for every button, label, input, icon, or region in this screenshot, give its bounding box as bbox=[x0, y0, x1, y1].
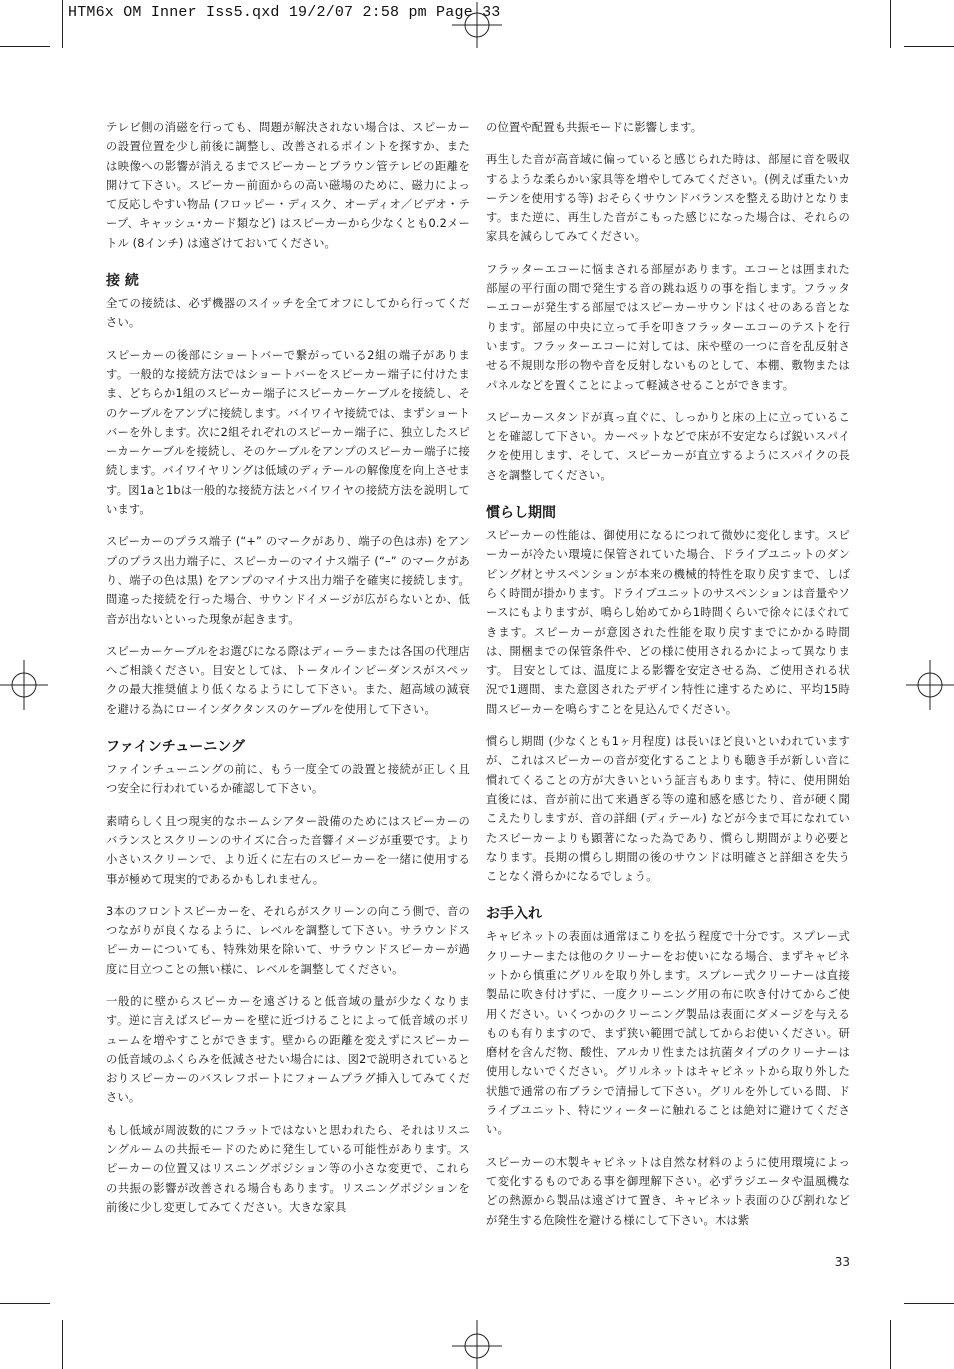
heading-fine-tuning: ファインチューニング bbox=[106, 739, 246, 756]
paragraph-levels: 3本のフロントスピーカーを、それらがスクリーンの向こう側で、音のつながりが良くなるように、レベルを調整して下さい。サラウンドスピーカーについても、特殊効果を除いて、サラウンドスピーカーが過度に目立つことの無い様に、レベルを調整してください。 bbox=[106, 904, 470, 976]
crop-mark-bottom-right-v bbox=[890, 1320, 891, 1369]
crop-mark-top-right-h bbox=[904, 46, 954, 47]
crop-mark-top-left-h bbox=[0, 46, 50, 47]
paragraph-degauss: テレビ側の消磁を行っても、問題が解決されない場合は、スピーカーの設置位置を少し前後に調整し、改善されるポイントを探すか、または映像への影響が消えるまでスピーカーとブラウン管テレビの距離を開けて下さい。スピーカー前面からの高い磁場のために、磁力によって反応しやすい物品 (フロッピー・ディスク、オーディオ／ビデオ・テープ、キャッシュ･カード類など) はスピーカーから少なくとも0.2メートル (8インチ) は遠ざけておいてください。 bbox=[106, 121, 470, 250]
paragraph-cable-choice: スピーカーケーブルをお選びになる際はディーラーまたは各国の代理店へご相談ください。目安としては、トータルインピーダンスがスペックの最大推奨値より低くなるようにして下さい。また、超高域の減衰を避ける為にローインダクタンスのケーブルを使用して下さい。 bbox=[106, 644, 470, 716]
registration-mark-top bbox=[452, 2, 502, 48]
crop-mark-top-right-v bbox=[890, 0, 891, 48]
paragraph-flutter-echo: フラッターエコーに悩まされる部屋があります。エコーとは囲まれた部屋の平行面の間で発生する音の跳ね返りの事を指します。フラッターエコーが発生する部屋ではスピーカーサウンドはくせのある音となります。部屋の中央に立って手を叩きフラッターエコーのテストを行います。フラッターエコーに対しては、床や壁の一つに音を乱反射させる不規則な形の物や音を反射しないものとして、本棚、敷物またはパネルなどを置くことによって軽減させることができます。 bbox=[486, 262, 850, 392]
heading-connection: 接 続 bbox=[106, 273, 139, 290]
paragraph-furniture: の位置や配置も共振モードに影響します。 bbox=[486, 121, 703, 134]
paragraph-room-modes: もし低域が周波数的にフラットではないと思われたら、それはリスニングルームの共振モードのために発生している可能性があります。スピーカーの位置又はリスニングポジション等の小さな変更で、これらの共振の影響が改善される場合もあります。リスニングポジションを前後に少し変更してみてください。大きな家具 bbox=[106, 1123, 470, 1214]
paragraph-treble: 再生した音が高音域に偏っていると感じられた時は、部屋に音を吸収するような柔らかい家具等を増やしてみてください。(例えば重たいカーテンを使用する等) おそらくサウンドバランスを整える助けとなります。また逆に、再生した音がこもった感じになった場合は、それらの家具を減らしてみてください。 bbox=[486, 153, 850, 244]
crop-mark-bottom-right-h bbox=[904, 1303, 954, 1304]
file-slug: HTM6x OM Inner Iss5.qxd 19/2/07 2:58 pm Page 33 bbox=[68, 4, 501, 21]
paragraph-break-in-listener: 慣らし期間 (少なくとも1ヶ月程度) は長いほど良いといわれていますが、これはスピーカーの音が変化することよりも聴き手が新しい音に慣れてくることの方が大きいという証言もあります。特に、使用開始直後には、音が前に出て来過ぎる等の違和感を感じたり、音が硬く聞こえたりしますが、音の詳細 (ディテール) などが今まで耳になれていたスピーカーよりも顕著になった為であり、慣らし期間がより必要となります。長期の慣らし期間の後のサウンドは明確さと詳細さを失うことなく滑らかになるでしょう。 bbox=[486, 735, 850, 884]
left-column bbox=[106, 118, 470, 1230]
paragraph-bass-wall: 一般的に壁からスピーカーを遠ざけると低音域の量が少なくなります。逆に言えばスピーカーを壁に近づけることによって低音域のボリュームを増やすことができます。壁からの距離を変えずにスピーカーの低音域のふくらみを低減させたい場合には、図2で説明されているとおりスピーカーのバスレフポートにフォームプラグ挿入してみてください。 bbox=[106, 994, 470, 1105]
paragraph-balance: 素晴らしく且つ現実的なホームシアター設備のためにはスピーカーのバランスとスクリーンのサイズに合った音響イメージが重要です。より小さいスクリーンで、より近くに左右のスピーカーを一緒に使用する事が極めて現実的であるかもしれません。 bbox=[106, 814, 470, 886]
heading-care: お手入れ bbox=[486, 906, 542, 923]
paragraph-check-setup: ファインチューニングの前に、もう一度全ての設置と接続が正しく且つ安全に行われているか確認して下さい。 bbox=[106, 763, 470, 796]
paragraph-polarity: スピーカーのプラス端子 (“+” のマークがあり、端子の色は赤) をアンプのプラス出力端子に、スピーカーのマイナス端子 (“–” のマークがあり、端子の色は黒) をアンプのマイナス出力端子を確実に接続します。間違った接続を行った場合、サウンドイメージが広がらないとか、低音が出ないといった現象が起きます。 bbox=[106, 535, 470, 626]
crop-mark-top-left-v bbox=[62, 0, 63, 48]
heading-break-in: 慣らし期間 bbox=[486, 505, 556, 522]
paragraph-connection-power: 全ての接続は、必ず機器のスイッチを全てオフにしてから行ってください。 bbox=[106, 297, 470, 330]
page-number: 33 bbox=[834, 1255, 850, 1269]
right-column bbox=[486, 118, 850, 1243]
registration-mark-bottom bbox=[452, 1320, 502, 1369]
registration-mark-left bbox=[0, 660, 48, 710]
paragraph-biwire: スピーカーの後部にショートバーで繋がっている2組の端子があります。一般的な接続方法ではショートバーをスピーカー端子に付けたまま、どちらか1組のスピーカー端子にスピーカーケーブルを接続し、そのケーブルをアンプに接続します。バイワイヤ接続では、まずショートバーを外します。次に2組それぞれのスピーカー端子に、独立したスピーカーケーブルを接続し、そのケーブルをアンプのスピーカー端子に接続します。バイワイヤリングは低域のディテールの解像度を向上させます。図1aと1bは一般的な接続方法とバイワイヤの接続方法を説明しています。 bbox=[106, 348, 470, 517]
paragraph-cleaning: キャビネットの表面は通常ほこりを払う程度で十分です。スプレー式クリーナーまたは他のクリーナーをお使いになる場合、まずキャビネットから慎重にグリルを取り外します。スプレー式クリーナーは直接製品に吹き付けずに、一度クリーニング用の布に吹き付けてからご使用ください。いくつかのクリーニング製品は表面にダメージを与えるものも有りますので、まず狭い範囲で試してからお使いください。研磨材を含んだ物、酸性、アルカリ性または抗菌タイプのクリーナーは使用しないでください。グリルネットはキャビネットから取り外した状態で通常の布ブラシで清掃して下さい。グリルを外している間、ドライブユニット、特にツィーターに触れることは絶対に避けてください。 bbox=[486, 930, 850, 1137]
paragraph-spikes: スピーカースタンドが真っ直ぐに、しっかりと床の上に立っていることを確認して下さい。カーペットなどで床が不安定ならば鋭いスパイクを使用します、そして、スピーカーが直立するようにスパイクの長さを調整してください。 bbox=[486, 410, 850, 482]
crop-mark-bottom-left-v bbox=[62, 1320, 63, 1369]
paragraph-break-in-time: スピーカーの性能は、御使用になるにつれて微妙に変化します。スピーカーが冷たい環境に保管されていた場合、ドライブユニットのダンピング材とサスペンションが本来の機械的特性を取り戻すまで、しばらく時間が掛かります。ドライブユニットのサスペンションは音量やソースにもよりますが、鳴らし始めてから1時間くらいで徐々にほぐれてきます。スピーカーが意図された性能を取り戻すまでにかかる時間は、開梱までの保管条件や、どの様に使用されるかによって異なります。 目安としては、温度による影響を安定させる為、ご使用される状況で1週間、また意図されたデザイン特性に達するために、平均15時間スピーカーを鳴らすことを見込んでください。 bbox=[486, 529, 850, 716]
paragraph-wood-cabinet: スピーカーの木製キャビネットは自然な材料のように使用環境によって変化するものである事を御理解下さい。必ずラジエータや温風機などの熱源から製品は遠ざけて置き、キャビネット表面のひび割れなどが発生する危険性を避ける様にして下さい。木は紫 bbox=[486, 1155, 850, 1227]
crop-mark-bottom-left-h bbox=[0, 1303, 50, 1304]
registration-mark-right bbox=[906, 660, 954, 710]
